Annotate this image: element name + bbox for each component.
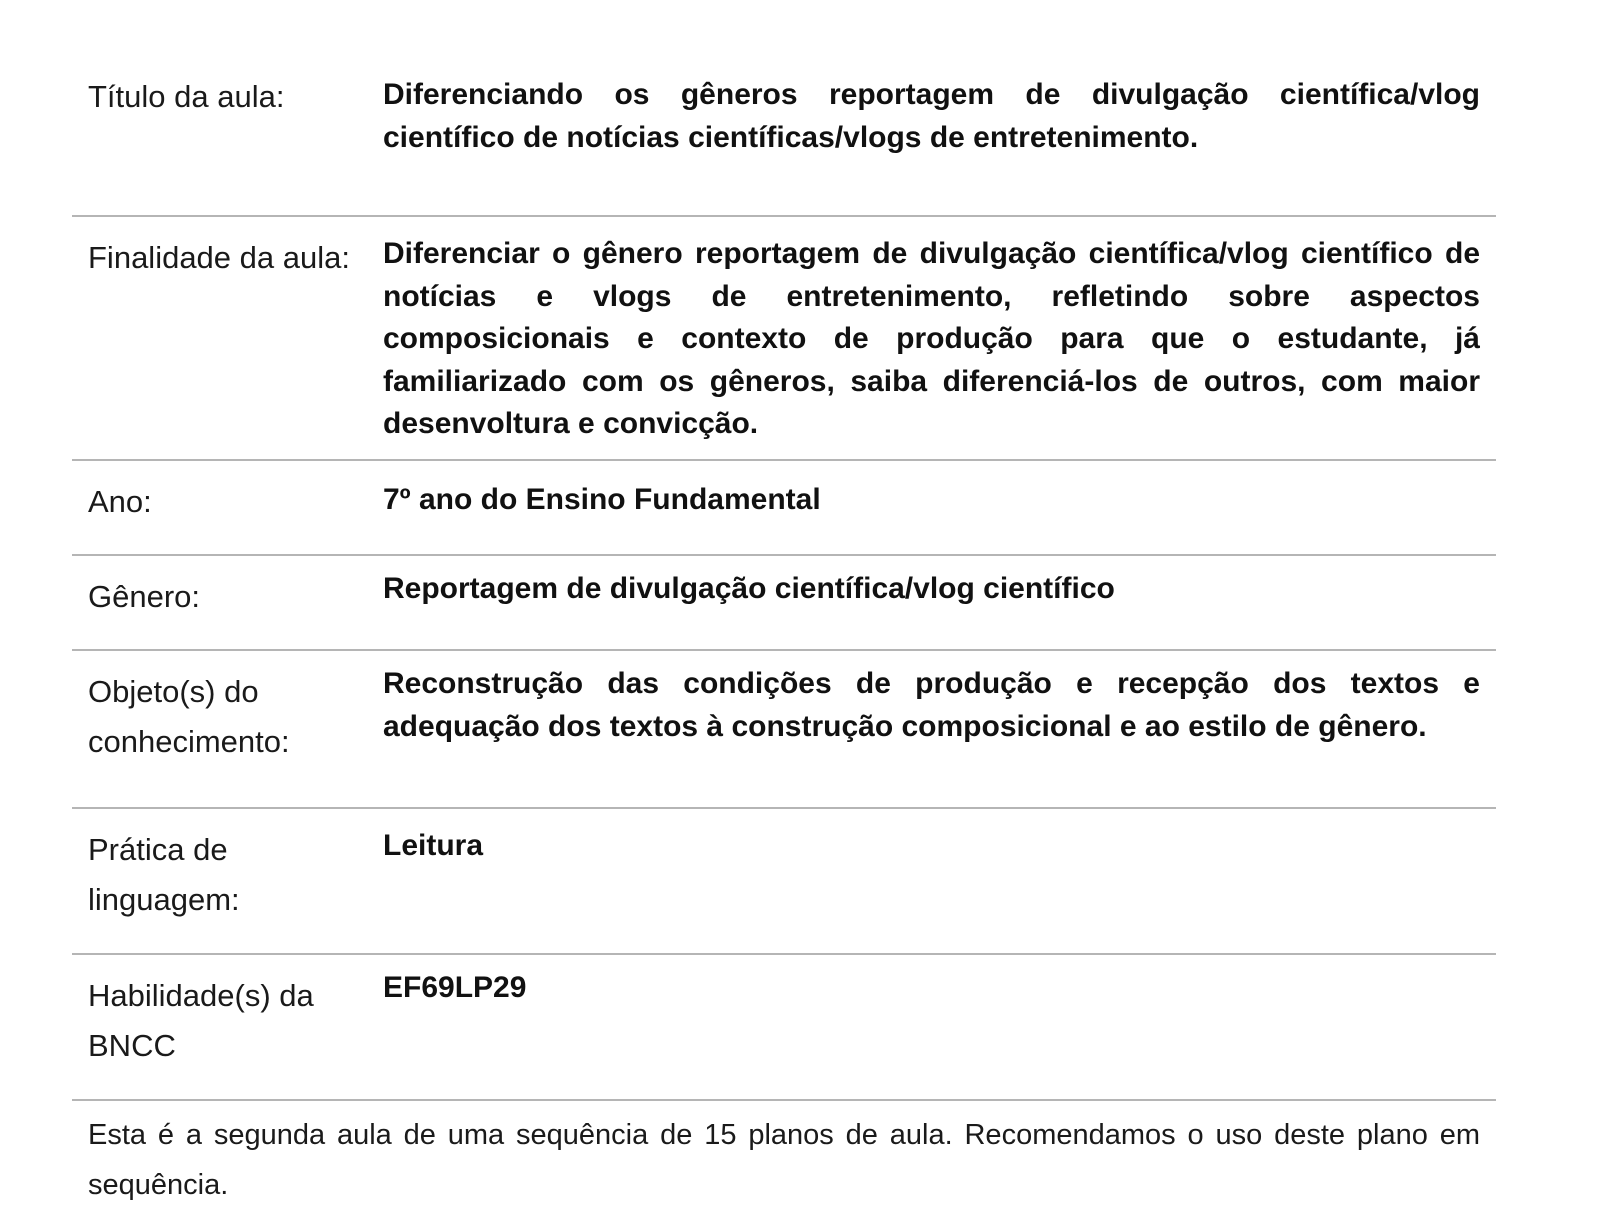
lesson-info-table	[72, 60, 1496, 1101]
row-value: Reportagem de divulgação científica/vlog científico	[383, 572, 1115, 605]
row-value: Diferenciando os gêneros reportagem de divulgação científica/vlog científico de notícias científicas/vlogs de entretenimento.	[383, 78, 1480, 154]
sequence-note: Esta é a segunda aula de uma sequência de 15 planos de aula. Recomendamos o uso deste plano em sequência.	[88, 1119, 1480, 1201]
row-habilidade	[72, 955, 1496, 1101]
row-label: Habilidade(s) da BNCC	[88, 978, 314, 1063]
row-value: Leitura	[383, 829, 484, 862]
row-objeto	[72, 651, 1496, 809]
row-finalidade	[72, 217, 1496, 461]
row-genero	[72, 556, 1496, 651]
row-label: Prática de linguagem:	[88, 832, 240, 917]
row-label: Finalidade da aula:	[88, 240, 350, 275]
row-label: Gênero:	[88, 579, 201, 614]
row-pratica	[72, 809, 1496, 955]
row-label: Objeto(s) do conhecimento:	[88, 674, 290, 759]
row-label: Título da aula:	[88, 79, 285, 114]
row-titulo	[72, 60, 1496, 217]
row-value: Diferenciar o gênero reportagem de divulgação científica/vlog científico de notícias e vlogs de entretenimento, refletindo sobre aspectos composicionais e contexto de produção para que o estudante, já familiarizado com os gêneros, saiba diferenciá-los de outros, com maior desenvoltura e convicção.	[383, 237, 1480, 440]
row-label: Ano:	[88, 484, 152, 519]
row-ano	[72, 461, 1496, 556]
row-value: EF69LP29	[383, 971, 527, 1004]
row-value: Reconstrução das condições de produção e recepção dos textos e adequação dos textos à construção composicional e ao estilo de gênero.	[383, 667, 1480, 743]
row-value: 7º ano do Ensino Fundamental	[383, 483, 821, 516]
